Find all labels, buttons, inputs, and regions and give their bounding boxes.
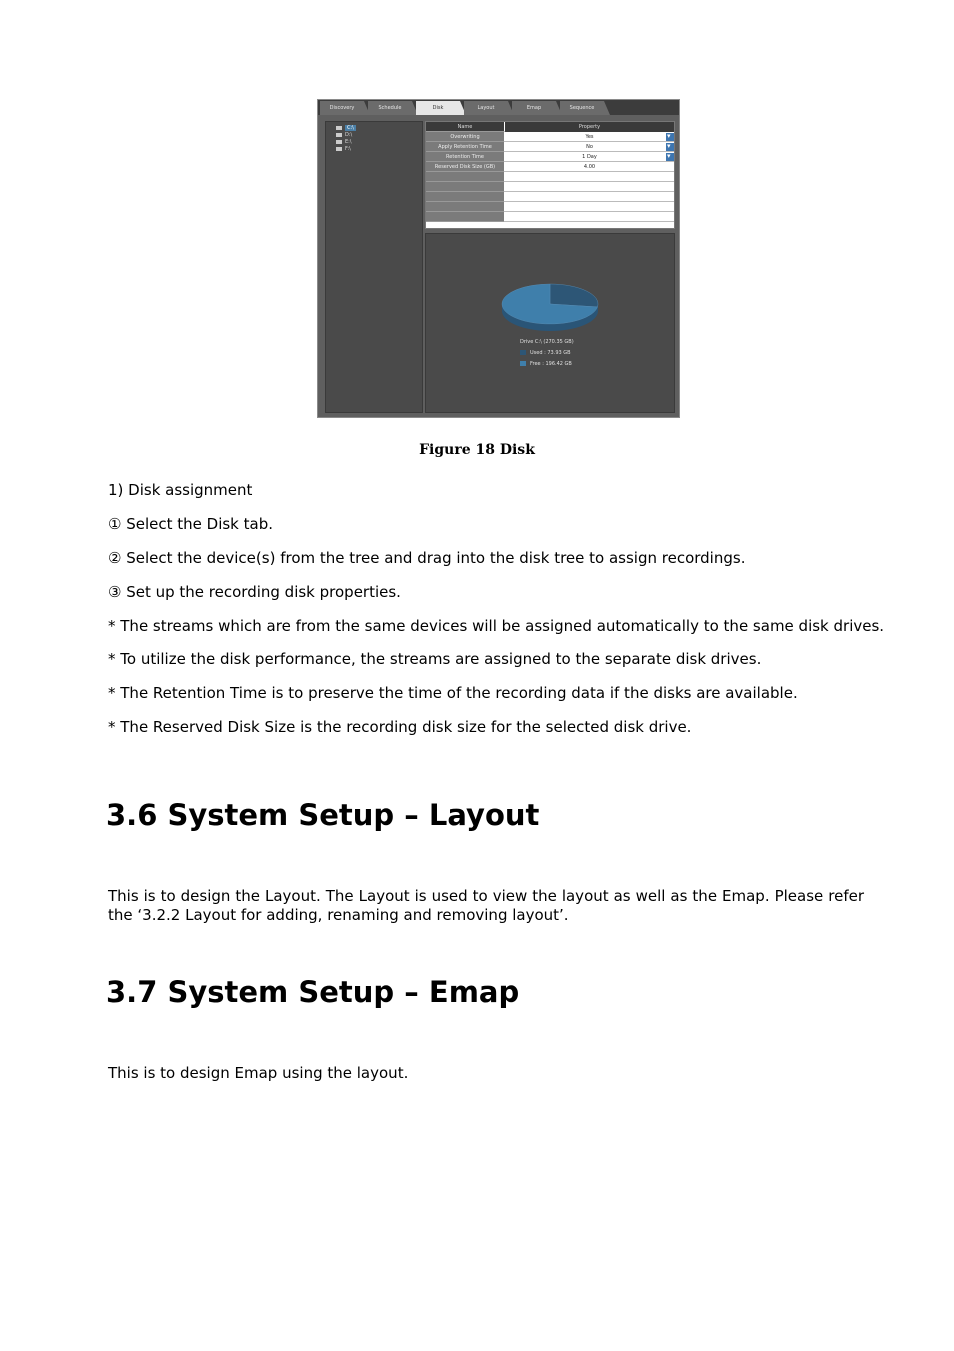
row-name: Overwriting	[426, 132, 504, 142]
tree-item-c[interactable]	[336, 125, 356, 131]
step-2: ② Select the device(s) from the tree and drag into the disk tree to assign recordings.	[108, 549, 746, 567]
dropdown-arrow-icon[interactable]	[666, 153, 674, 161]
tab-bar	[318, 100, 679, 115]
table-row-empty	[426, 182, 674, 192]
note-3: * The Retention Time is to preserve the time of the recording data if the disks are available.	[108, 684, 798, 702]
pie-chart	[426, 234, 674, 334]
section-heading-layout: 3.6 System Setup – Layout	[106, 798, 540, 832]
step-3: ③ Set up the recording disk properties.	[108, 583, 401, 601]
emap-description: This is to design Emap using the layout.	[108, 1064, 409, 1082]
legend-item-free	[520, 361, 572, 367]
chart-title: Drive C:\ (270.35 GB)	[520, 339, 574, 345]
legend-label: Free : 196.42 GB	[530, 361, 572, 367]
tab-label: Layout	[477, 105, 495, 111]
table-row-empty	[426, 192, 674, 202]
layout-description: This is to design the Layout. The Layout is used to view the layout as well as the Emap. Please refer the ‘3.2.2 Layout for adding, renaming and removing layout’.	[108, 887, 864, 924]
table-row[interactable]	[426, 132, 674, 142]
disk-tree[interactable]	[325, 121, 423, 413]
table-row[interactable]	[426, 152, 674, 162]
tab-disk[interactable]	[416, 101, 460, 115]
legend-swatch	[520, 361, 526, 366]
tab-emap[interactable]	[512, 101, 556, 115]
note-2: * To utilize the disk performance, the streams are assigned to the separate disk drives.	[108, 650, 762, 668]
legend-label: Used : 73.93 GB	[530, 350, 571, 356]
property-table	[425, 121, 675, 229]
dropdown-arrow-icon[interactable]	[666, 133, 674, 141]
table-row-empty	[426, 212, 674, 222]
section-heading-emap: 3.7 System Setup – Emap	[106, 975, 520, 1009]
hard-drive-icon	[336, 147, 342, 151]
row-name: Apply Retention Time	[426, 142, 504, 152]
row-value[interactable]: 4.00	[583, 164, 596, 170]
tab-layout[interactable]	[464, 101, 508, 115]
table-row-empty	[426, 172, 674, 182]
tab-label: Sequence	[569, 105, 595, 111]
tree-item-f[interactable]	[336, 146, 351, 152]
table-header	[426, 122, 674, 132]
pie-slice-used	[550, 284, 598, 307]
header-name: Name	[426, 122, 504, 132]
tree-item-e[interactable]	[336, 139, 352, 145]
disk-assignment-heading: 1) Disk assignment	[108, 481, 253, 499]
dropdown-arrow-icon[interactable]	[666, 143, 674, 151]
row-value[interactable]: 1 Day	[582, 154, 597, 160]
tab-label: Emap	[526, 105, 542, 111]
tree-item-d[interactable]	[336, 132, 352, 138]
step-1: ① Select the Disk tab.	[108, 515, 273, 533]
note-4: * The Reserved Disk Size is the recording disk size for the selected disk drive.	[108, 718, 692, 736]
table-row-empty	[426, 202, 674, 212]
row-value[interactable]: No	[586, 144, 593, 150]
hard-drive-icon	[336, 133, 342, 137]
header-property: Property	[505, 122, 674, 132]
tree-item-label: C:\	[347, 125, 354, 131]
legend-swatch	[520, 350, 526, 355]
row-name: Retention Time	[426, 152, 504, 162]
figure-caption: Figure 18 Disk	[419, 442, 535, 458]
tree-item-label: F:\	[345, 146, 351, 152]
tab-sequence[interactable]	[560, 101, 604, 115]
tab-label: Schedule	[378, 105, 402, 111]
tab-schedule[interactable]	[368, 101, 412, 115]
disk-usage-chart	[425, 233, 675, 413]
table-row[interactable]	[426, 142, 674, 152]
tab-discovery[interactable]	[320, 101, 364, 115]
table-row[interactable]	[426, 162, 674, 172]
note-1: * The streams which are from the same devices will be assigned automatically to the same disk drives.	[108, 617, 885, 635]
row-name: Reserved Disk Size (GB)	[426, 162, 504, 172]
disk-setup-screenshot	[317, 99, 680, 418]
hard-drive-icon	[336, 140, 342, 144]
hard-drive-icon	[336, 126, 342, 130]
tree-item-label: D:\	[345, 132, 353, 138]
row-value[interactable]: Yes	[585, 134, 594, 140]
tree-item-label: E:\	[345, 139, 352, 145]
legend-item-used	[520, 350, 571, 356]
tab-label: Disk	[432, 105, 444, 111]
tab-label: Discovery	[329, 105, 355, 111]
